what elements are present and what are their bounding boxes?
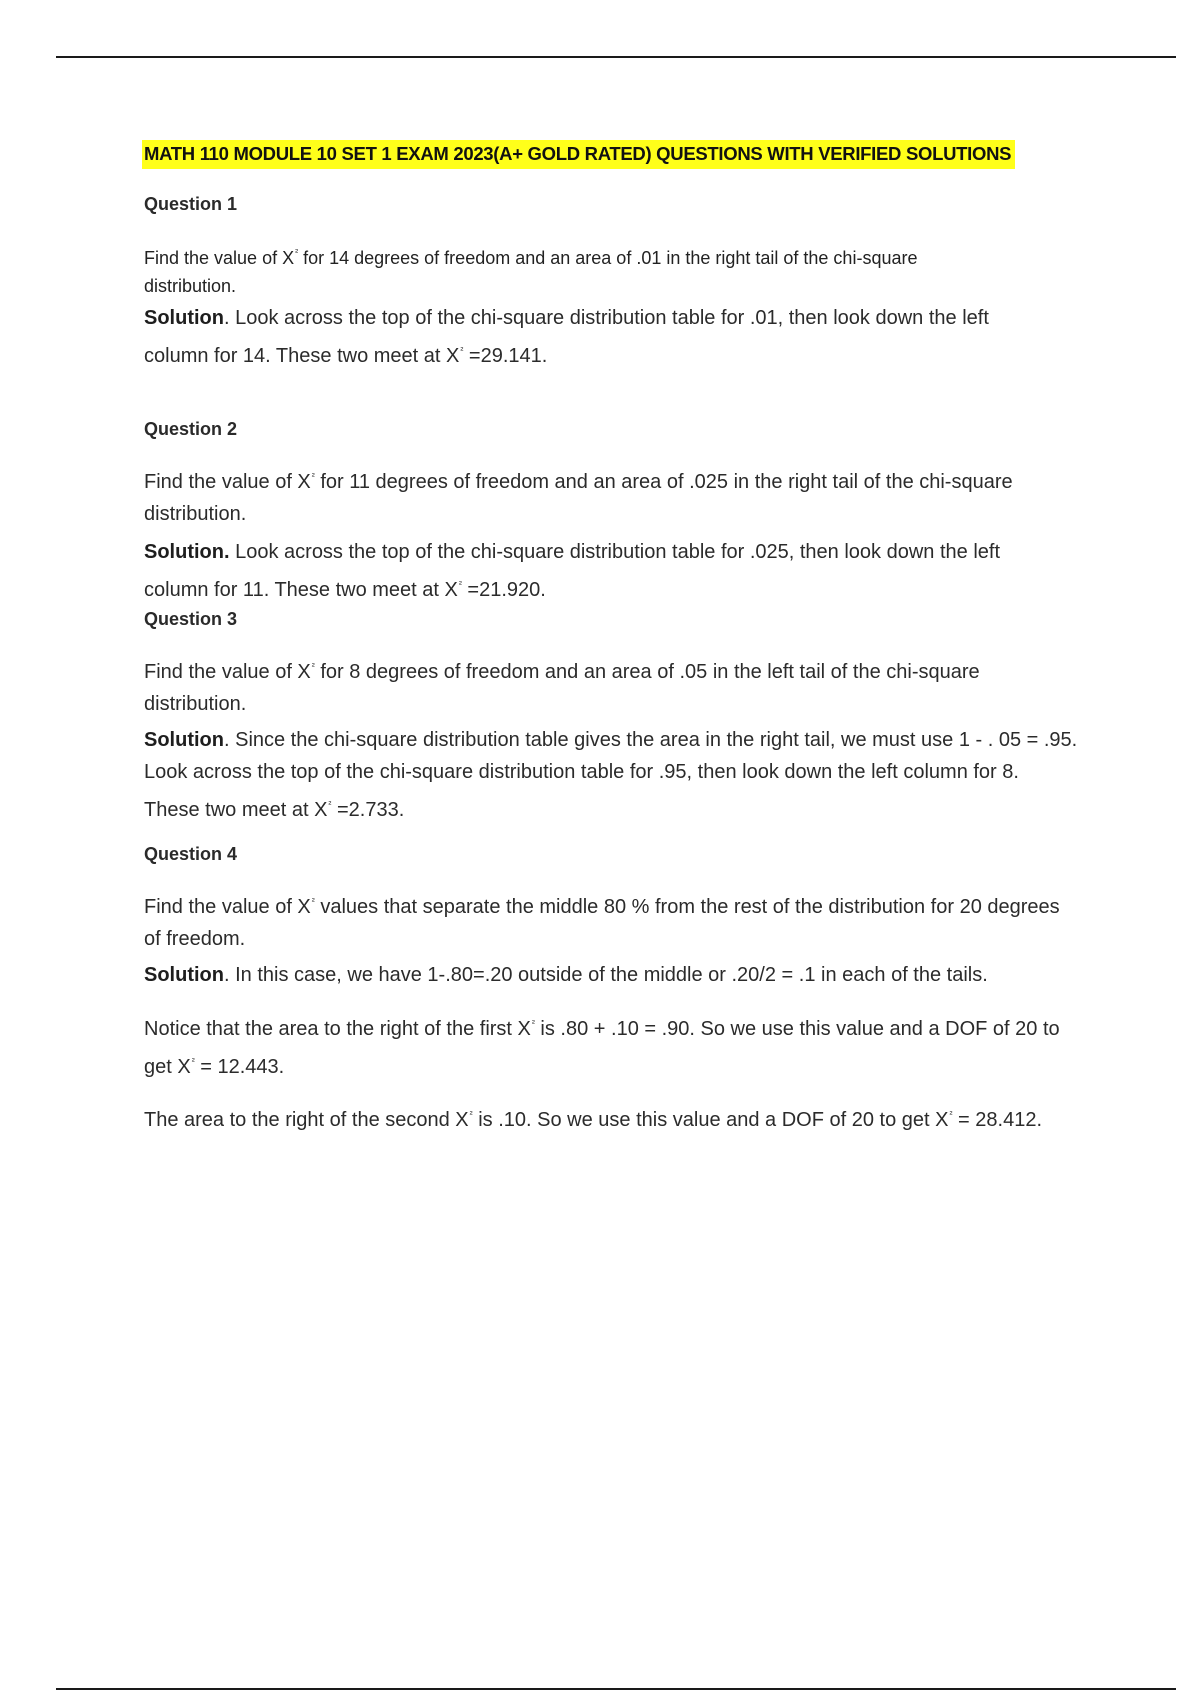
question-4-heading: Question 4 xyxy=(144,844,238,864)
question-4-block xyxy=(144,842,237,866)
question-3-text: Find the value of $X^{^2}$ for 8 degrees of freedom and an area of .05 in the left tail of the chi-square distribution. xyxy=(144,661,980,715)
solution-label: Solution xyxy=(144,307,224,329)
solution-label: Solution. xyxy=(144,541,230,563)
question-2-text: Find the value of $X^{^2}$ for 11 degrees of freedom and an area of .025 in the right tail of the chi-square distribution. xyxy=(144,471,1013,525)
question-4-text: Find the value of $X^{^2}$ values that separate the middle 80 % from the rest of the distribution for 20 degrees of freedom. xyxy=(144,896,1060,950)
solution-label: Solution xyxy=(144,729,224,751)
bottom-rule xyxy=(56,1688,1176,1690)
question-3-block xyxy=(144,607,237,631)
question-2-heading: Question 2 xyxy=(144,419,238,439)
question-3-solution: Solution. Since the chi-square distribution table gives the area in the right tail, we must use 1 - . 05 = .95. Look across the top of the chi-square distribution table for .95, then look down the left column for 8. These two meet at $X^{^2} =2.733$. xyxy=(144,729,1078,821)
question-4-notice: Notice that the area to the right of the first $X^{^2}$ is .80 + .10 = .90. So we use this value and a DOF of 20 to get $X^{^2} = 12.443$. xyxy=(144,1018,1060,1078)
question-3-heading: Question 3 xyxy=(144,609,238,629)
question-2-solution: Solution. Look across the top of the chi-square distribution table for .025, then look down the left column for 11. These two meet at $X^{^2} =21.920$. xyxy=(144,541,1001,601)
question-1-text: Find the value of $X^{^2}$ for 14 degrees of freedom and an area of .01 in the right tail of the chi-square distribution. xyxy=(144,247,918,296)
question-1-heading: Question 1 xyxy=(144,194,238,214)
question-2-block xyxy=(144,417,237,441)
question-1-solution: Solution. Look across the top of the chi-square distribution table for .01, then look down the left column for 14. These two meet at $X^{^2} =29.141$. xyxy=(144,307,989,367)
top-rule xyxy=(56,56,1176,58)
question-4-second: The area to the right of the second $X^{^2}$ is .10. So we use this value and a DOF of 20 to get $X^{^2} = 28.412$. xyxy=(144,1109,1043,1131)
question-4-solution: Solution. In this case, we have 1-.80=.20 outside of the middle or .20/2 = .1 in each of the tails. xyxy=(144,964,988,986)
solution-label: Solution xyxy=(144,964,224,986)
document-title: MATH 110 MODULE 10 SET 1 EXAM 2023(A+ GOLD RATED) QUESTIONS WITH VERIFIED SOLUTIONS xyxy=(142,140,1015,169)
question-1-block xyxy=(144,192,1044,216)
